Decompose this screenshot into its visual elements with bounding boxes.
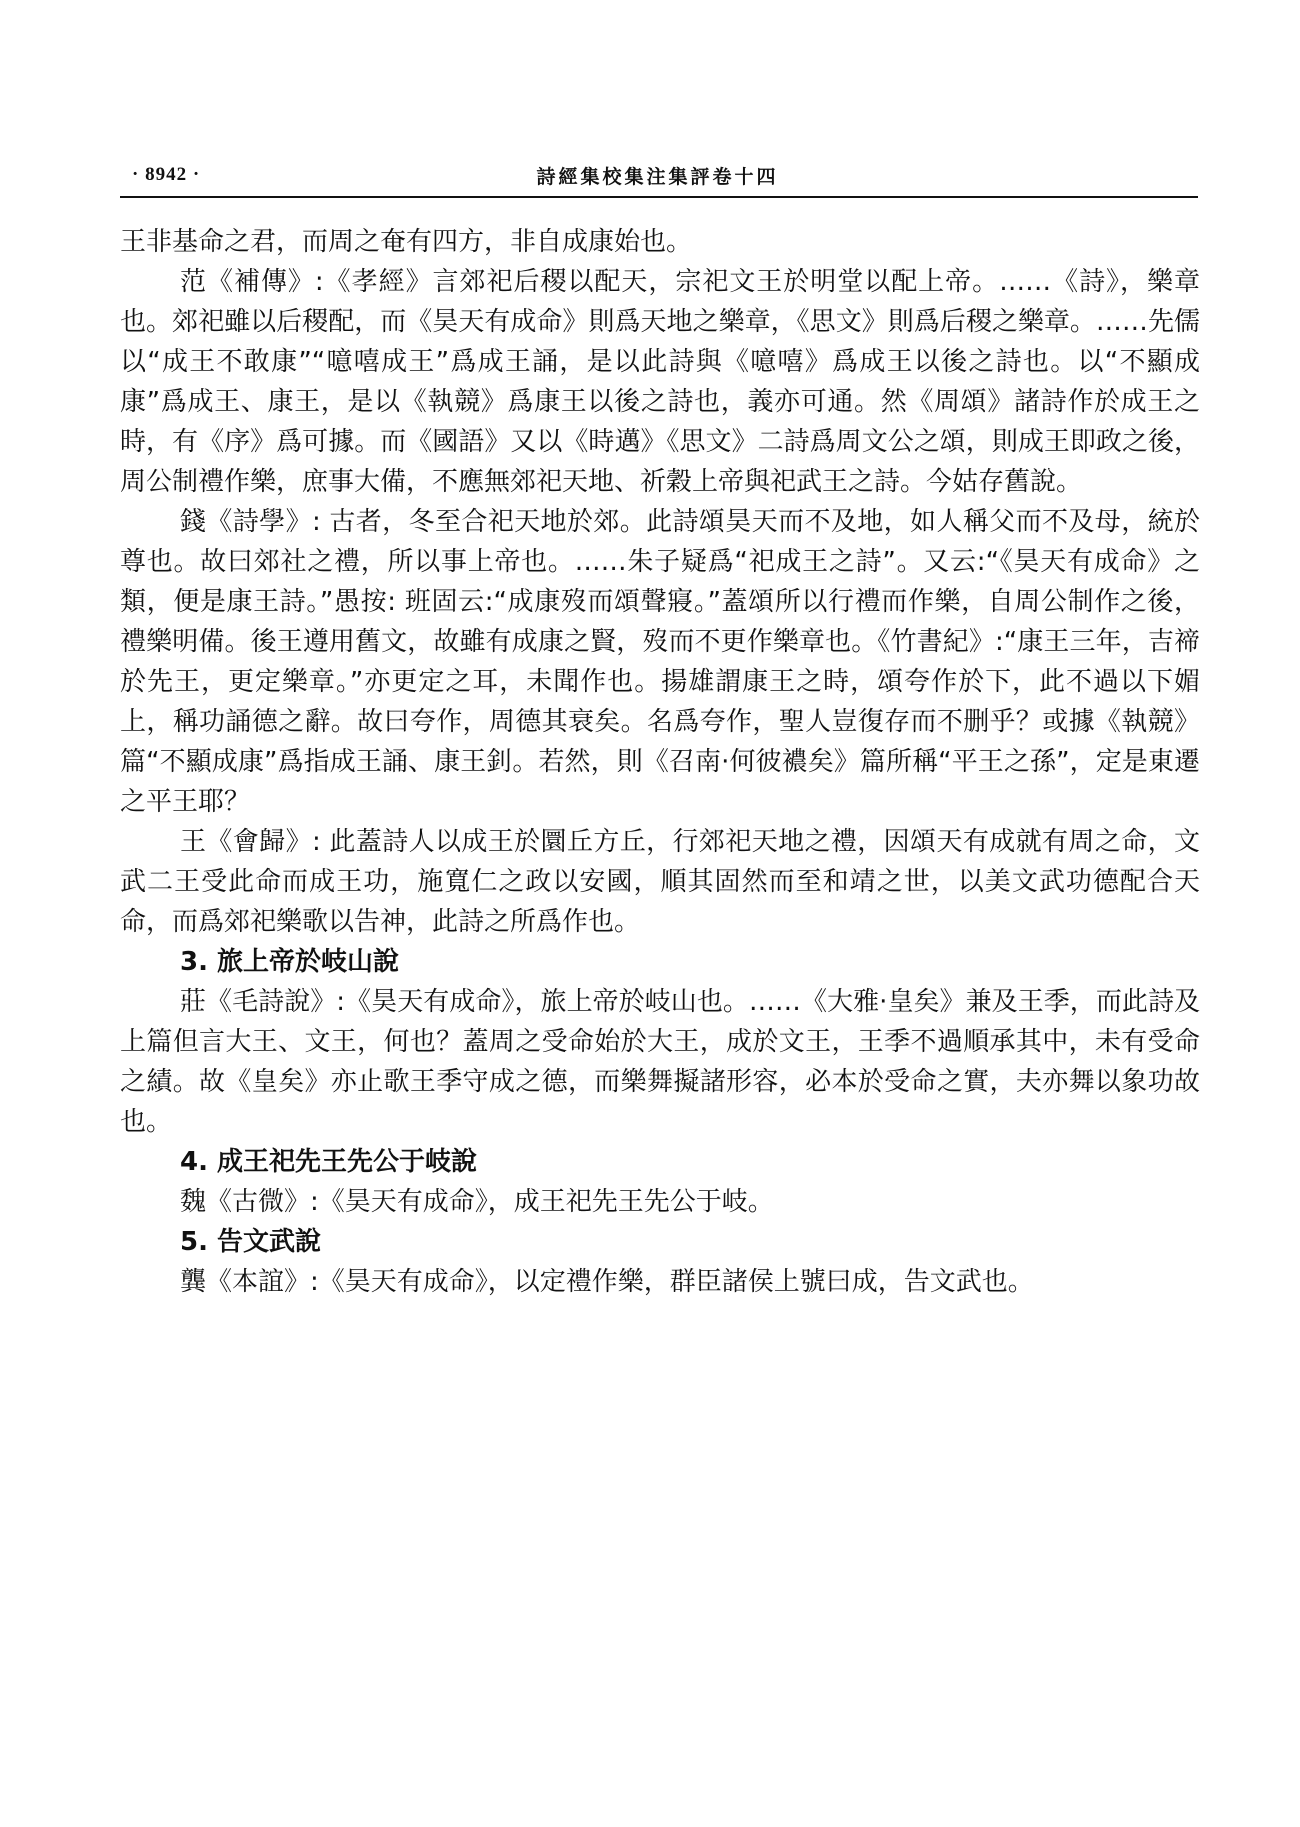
page-number: · 8942 · bbox=[132, 164, 201, 185]
section-heading-5: 5. 告文武說 bbox=[180, 1227, 322, 1257]
running-title: 詩經集校集注集評卷十四 bbox=[536, 166, 779, 188]
paragraph-fan-buzhuan: 范《補傳》:《孝經》言郊祀后稷以配天，宗祀文王於明堂以配上帝。……《詩》，樂章也。郊祀雖以后稷配，而《昊天有成命》則爲天地之樂章，《思文》則爲后稷之樂章。……先儒以“成王不敢康”“噫嘻成王”爲成王誦，是以此詩與《噫嘻》爲成王以後之詩也。以“不顯成康”爲成王、康王，是以《執競》爲康王以後之詩也，義亦可通。然《周頌》諸詩作於成王之時，有《序》爲可據。而《國語》又以《時邁》《思文》二詩爲周文公之頌，則成王即政之後，周公制禮作樂，庶事大備，不應無郊祀天地、祈穀上帝與祀武王之詩。今姑存舊說。 bbox=[120, 267, 1200, 497]
paragraph-zhuang-maoshishuo: 莊《毛詩說》:《昊天有成命》，旅上帝於岐山也。……《大雅·皇矣》兼及王季，而此詩及上篇但言大王、文王，何也？蓋周之受命始於大王，成於文王，王季不過順承其中，未有受命之績。故《皇矣》亦止歌王季守成之德，而樂舞擬諸形容，必本於受命之實，夫亦舞以象功故也。 bbox=[120, 987, 1200, 1137]
paragraph-continuation: 王非基命之君，而周之奄有四方，非自成康始也。 bbox=[120, 227, 693, 257]
body-text bbox=[120, 222, 1200, 1302]
paragraph-gong-benyi: 龔《本誼》:《昊天有成命》，以定禮作樂，群臣諸侯上號曰成，告文武也。 bbox=[180, 1267, 1034, 1297]
paragraph-wang-huigui: 王《會歸》: 此蓋詩人以成王於圜丘方丘，行郊祀天地之禮，因頌天有成就有周之命，文武二王受此命而成王功，施寬仁之政以安國，順其固然而至和靖之世，以美文武功德配合天命，而爲郊祀樂歌以告神，此詩之所爲作也。 bbox=[120, 827, 1200, 937]
page-header bbox=[120, 156, 1195, 194]
paragraph-wei-guwei: 魏《古微》:《昊天有成命》，成王祀先王先公于岐。 bbox=[180, 1187, 774, 1217]
section-heading-3: 3. 旅上帝於岐山說 bbox=[180, 947, 400, 977]
header-rule bbox=[120, 196, 1198, 198]
paragraph-qian-shixue: 錢《詩學》: 古者，冬至合祀天地於郊。此詩頌昊天而不及地，如人稱父而不及母，統於尊也。故曰郊社之禮，所以事上帝也。……朱子疑爲“祀成王之詩”。又云:“《昊天有成命》之類，便是康王詩。”愚按: 班固云:“成康歿而頌聲寢。”蓋頌所以行禮而作樂，自周公制作之後，禮樂明備。後王遵用舊文，故雖有成康之賢，歿而不更作樂章也。《竹書紀》:“康王三年，吉禘於先王，更定樂章。”亦更定之耳，未聞作也。揚雄謂康王之時，頌夸作於下，此不過以下媚上，稱功誦德之辭。故曰夸作，周德其衰矣。名爲夸作，聖人豈復存而不删乎？或據《執競》篇“不顯成康”爲指成王誦、康王釗。若然，則《召南·何彼襛矣》篇所稱“平王之孫”，定是東遷之平王耶？ bbox=[120, 507, 1200, 817]
section-heading-4: 4. 成王祀先王先公于岐說 bbox=[180, 1147, 478, 1177]
